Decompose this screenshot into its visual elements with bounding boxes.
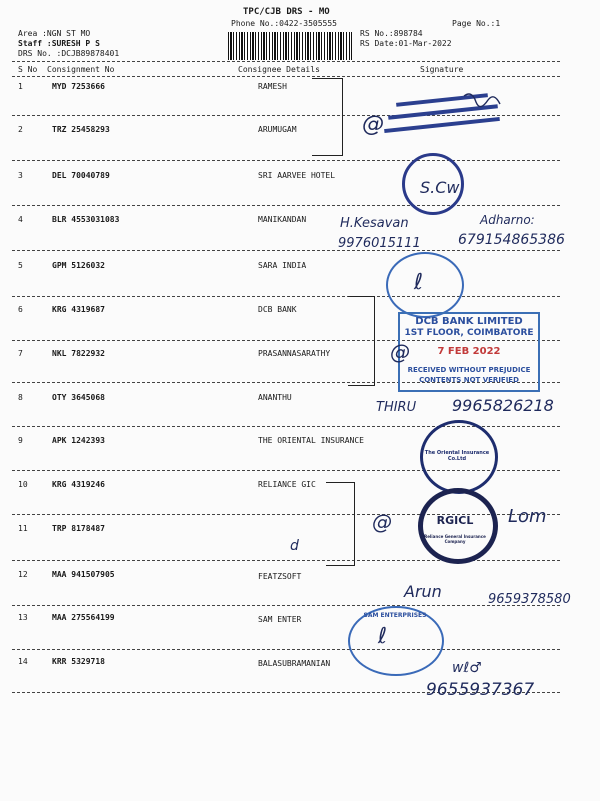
row-consignee: ANANTHU (258, 393, 292, 402)
signature-row13: ℓ (378, 624, 388, 649)
dcb-stamp-line3: RECEIVED WITHOUT PREJUDICE (407, 366, 531, 374)
dcb-bank-stamp (398, 312, 540, 392)
row-consignee: FEATZSOFT (258, 572, 302, 581)
row-consignment-no: TRZ 25458293 (52, 125, 110, 134)
row-sno: 12 (18, 570, 28, 579)
row-divider (12, 205, 560, 206)
handwritten-phone-row12: 9659378580 (488, 592, 571, 607)
row-consignee: PRASANNASARATHY (258, 349, 331, 358)
row-consignment-no: OTY 3645068 (52, 393, 105, 402)
row2-rubber-stamp-mark (374, 92, 526, 144)
sara-india-round-stamp (386, 252, 464, 318)
row-consignment-no: GPM 5126032 (52, 261, 105, 270)
dcb-stamp-line2: 1ST FLOOR, COIMBATORE (404, 328, 534, 338)
phone-number: Phone No.:0422-3505555 (231, 19, 337, 28)
row-sno: 3 (18, 171, 23, 180)
row-consignment-no: BLR 4553031083 (52, 215, 120, 224)
row-sno: 7 (18, 349, 23, 358)
signature-bracket (326, 482, 355, 566)
signature-row2: @ (362, 112, 384, 137)
signature-row14: wℓ♂ (452, 660, 482, 676)
area-label: Area :NGN ST MO (18, 29, 91, 38)
signature-bracket (312, 78, 343, 156)
handwritten-name-row12: Arun (404, 582, 442, 601)
signature-row7: @ (390, 340, 410, 364)
handwritten-phone-row14: 9655937367 (426, 680, 535, 700)
column-header-signature: Signature (420, 65, 464, 74)
document-title: TPC/CJB DRS - MO (243, 7, 330, 17)
handwritten-name-row8: THIRU (376, 400, 417, 415)
drs-number: DRS No. :DCJB89878401 (18, 49, 120, 58)
row-sno: 8 (18, 393, 23, 402)
row-consignment-no: DEL 70040789 (52, 171, 110, 180)
column-header-consignment: Consignment No (47, 65, 115, 74)
reliance-stamp-ring: Reliance General Insurance Company (424, 534, 486, 544)
oriental-stamp-text: The Oriental Insurance Co.Ltd (424, 450, 490, 462)
handwritten-phone-row8: 9965826218 (452, 396, 554, 415)
handwritten-aadhaar-row4: 679154865386 (458, 232, 565, 248)
row-divider (12, 160, 560, 161)
row-consignee: SARA INDIA (258, 261, 307, 270)
dcb-stamp-line4: CONTENTS NOT VERIFIED (419, 376, 519, 384)
row-consignee: BALASUBRAMANIAN (258, 659, 331, 668)
reliance-stamp-center: RGICL (436, 514, 474, 527)
row-sno: 1 (18, 82, 23, 91)
row-divider (12, 250, 560, 251)
staff-label: Staff :SURESH P S (18, 39, 100, 48)
sam-stamp-text: SAM ENTERPRISES (363, 612, 427, 619)
signature-bracket (348, 296, 375, 386)
row-consignee: ARUMUGAM (258, 125, 297, 134)
row-divider (12, 605, 560, 606)
row-consignment-no: KRG 4319687 (52, 305, 105, 314)
row-consignment-no: KRG 4319246 (52, 480, 105, 489)
rs-number: RS No.:898784 (360, 29, 423, 38)
row-consignment-no: NKL 7822932 (52, 349, 105, 358)
row-sno: 6 (18, 305, 23, 314)
signature-row10-scrawl: Lom (508, 506, 547, 527)
column-header-sno: S No (18, 65, 38, 74)
row-consignee: DCB BANK (258, 305, 297, 314)
row-sno: 10 (18, 480, 28, 489)
row-sno: 11 (18, 524, 28, 533)
row-consignment-no: APK 1242393 (52, 436, 105, 445)
row-sno: 13 (18, 613, 28, 622)
row-sno: 4 (18, 215, 23, 224)
row-consignee: SAM ENTER (258, 615, 302, 624)
column-header-consignee: Consignee Details (238, 65, 320, 74)
handwritten-aadhaar-label-row4: Adharno: (480, 213, 535, 227)
dcb-stamp-date: 7 FEB 2022 (437, 346, 501, 357)
barcode (228, 32, 352, 60)
row-consignment-no: MAA 275564199 (52, 613, 115, 622)
row-sno: 5 (18, 261, 23, 270)
signature-row11-initial: d (290, 538, 299, 554)
row-consignment-no: MAA 941507905 (52, 570, 115, 579)
row-divider (12, 296, 560, 297)
row-consignment-no: MYD 7253666 (52, 82, 105, 91)
row-sno: 9 (18, 436, 23, 445)
row-sno: 2 (18, 125, 23, 134)
row-consignee: RELIANCE GIC (258, 480, 316, 489)
header-divider-bottom (12, 76, 560, 77)
row-consignee: MANIKANDAN (258, 215, 307, 224)
handwritten-name-row4: H.Kesavan (340, 216, 409, 231)
signature-row10: @ (372, 510, 392, 534)
row-divider (12, 560, 560, 561)
row-consignee: SRI AARVEE HOTEL (258, 171, 336, 180)
signature-row3: S.Cw (420, 178, 460, 197)
row-consignee: RAMESH (258, 82, 287, 91)
row-consignment-no: KRR 5329718 (52, 657, 105, 666)
row-consignment-no: TRP 8178487 (52, 524, 105, 533)
row-divider (12, 649, 560, 650)
dcb-stamp-line1: DCB BANK LIMITED (415, 316, 523, 327)
row-consignee: THE ORIENTAL INSURANCE (258, 436, 364, 445)
rs-date: RS Date:01-Mar-2022 (360, 39, 452, 48)
row-sno: 14 (18, 657, 28, 666)
handwritten-phone-row4: 9976015111 (338, 236, 421, 251)
signature-row5: ℓ (414, 270, 424, 295)
page-number: Page No.:1 (452, 19, 501, 28)
header-divider-top (12, 61, 560, 62)
